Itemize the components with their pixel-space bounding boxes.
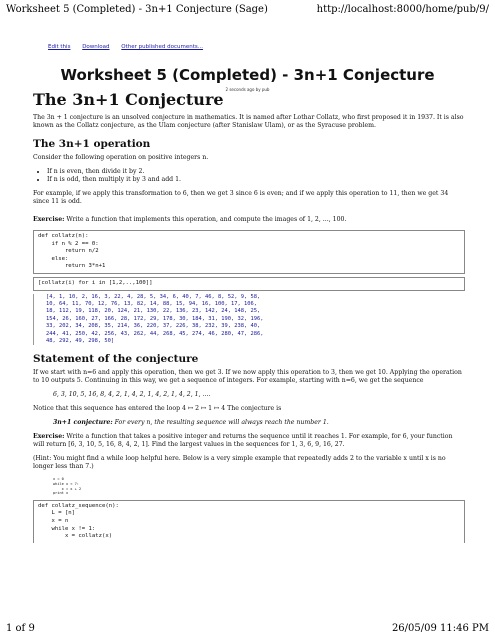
- conjecture-label: 3n+1 conjecture:: [53, 419, 113, 427]
- section-heading-conjecture: The 3n+1 Conjecture: [33, 90, 224, 109]
- code-cell-collatz[interactable]: def collatz(n): if n % 2 == 0: return n/2 else: return 3*n+1: [33, 230, 465, 274]
- code-cell-sequence[interactable]: def collatz_sequence(n): L = [n] x = n while x != 1: x = collatz(x): [33, 500, 465, 543]
- toolbar-links: [48, 44, 213, 50]
- operation-example: For example, if we apply this transformation to 6, then we get 3 since 6 is even; and if we apply this operation to 11, then we get 34 since 11 is odd.: [33, 190, 449, 205]
- rule-even: • If n is even, then divide it by 2.: [47, 168, 465, 176]
- output-cell-images: [4, 1, 10, 2, 16, 3, 22, 4, 28, 5, 34, 6, 40, 7, 46, 8, 52, 9, 58, 10, 64, 11, 70, 12, 76, 13, 82, 14, 88, 15, 94, 16, 100, 17, 106, 18, 112, 19, 118, 20, 124, 21, 130, 22, 136, 23, 142, 24, 148, 25, 154, 26, 160, 27, 166, 28, 172, 29, 178, 30, 184, 31, 190, 32, 196, 33, 202, 34, 208, 35, 214, 36, 220, 37, 226, 38, 232, 39, 238, 40, 244, 41, 250, 42, 256, 43, 262, 44, 268, 45, 274, 46, 280, 47, 286, 48, 292, 49, 298, 50]: [33, 294, 465, 346]
- exercise-label: Exercise:: [33, 433, 65, 441]
- operation-rules: [33, 168, 465, 184]
- conjecture-statement: [33, 419, 465, 427]
- edit-link[interactable]: Edit this: [48, 44, 71, 50]
- hint-code-example: x = 0 while x < 7: x = x + 2 print x: [53, 477, 82, 496]
- intro-paragraph: The 3n + 1 conjecture is an unsolved conjecture in mathematics. It is named after Lothar Collatz, who first proposed it in 1937. It is also known as the Collatz conjecture, as the Ulam conjecture (after Stanislaw Ulam), or as the Syracuse problem.: [33, 114, 464, 129]
- example-sequence: 6, 3, 10, 5, 16, 8, 4, 2, 1, 4, 2, 1, 4, 2, 1, 4, 2, 1, ....: [53, 391, 211, 399]
- page-number: 1 of 9: [6, 623, 35, 634]
- section-heading-statement: Statement of the conjecture: [33, 353, 199, 366]
- statement-paragraph: If we start with n=6 and apply this operation, then we get 3. If we now apply this operation to 3, then we get 10. Applying the operation to 10 outputs 5. Continuing in this way, we get a sequence of integers. For example, starting with n=6, we get the sequence: [33, 369, 462, 385]
- exercise-text: Write a function that takes a positive integer and returns the sequence until it reaches 1. For example, for 6, your function will return [6, 3, 10, 5, 16, 8, 4, 2, 1]. Find the largest values in the sequences for 1, 3, 6, 9, 16, 27.: [33, 433, 453, 449]
- worksheet-content: [33, 90, 465, 546]
- exercise-1: [33, 216, 465, 224]
- worksheet-age: 2 seconds ago by pub: [225, 87, 270, 92]
- browser-header: [6, 4, 489, 15]
- exercise-text: Write a function that implements this operation, and compute the images of 1, 2, ..., 100.: [64, 216, 347, 223]
- loop-notice: Notice that this sequence has entered the loop 4 ↦ 2 ↦ 1 ↦ 4 The conjecture is: [33, 405, 282, 413]
- conjecture-text: For every n, the resulting sequence will always reach the number 1.: [112, 419, 329, 427]
- section-heading-operation: The 3n+1 operation: [33, 138, 151, 150]
- exercise-label: Exercise:: [33, 216, 65, 223]
- rule-odd: • If n is odd, then multiply it by 3 and add 1.: [47, 176, 465, 184]
- print-timestamp: 26/05/09 11:46 PM: [391, 623, 489, 634]
- page-title: Worksheet 5 (Completed) - 3n+1 Conjecture (Sage): [6, 4, 268, 15]
- download-link[interactable]: Download: [82, 44, 110, 50]
- page-url: http://localhost:8000/home/pub/9/: [316, 4, 489, 15]
- operation-intro: Consider the following operation on positive integers n.: [33, 154, 209, 161]
- other-documents-link[interactable]: Other published documents...: [121, 44, 204, 50]
- code-cell-images[interactable]: [collatz(i) for i in [1,2,..,100]]: [33, 277, 465, 291]
- worksheet-title: Worksheet 5 (Completed) - 3n+1 Conjecture: [60, 66, 435, 84]
- hint-paragraph: (Hint: You might find a while loop helpful here. Below is a very simple example that repeatedly adds 2 to the variable x until x is no longer less than 7.): [33, 455, 446, 471]
- exercise-2: [33, 433, 465, 449]
- browser-footer: [6, 623, 489, 634]
